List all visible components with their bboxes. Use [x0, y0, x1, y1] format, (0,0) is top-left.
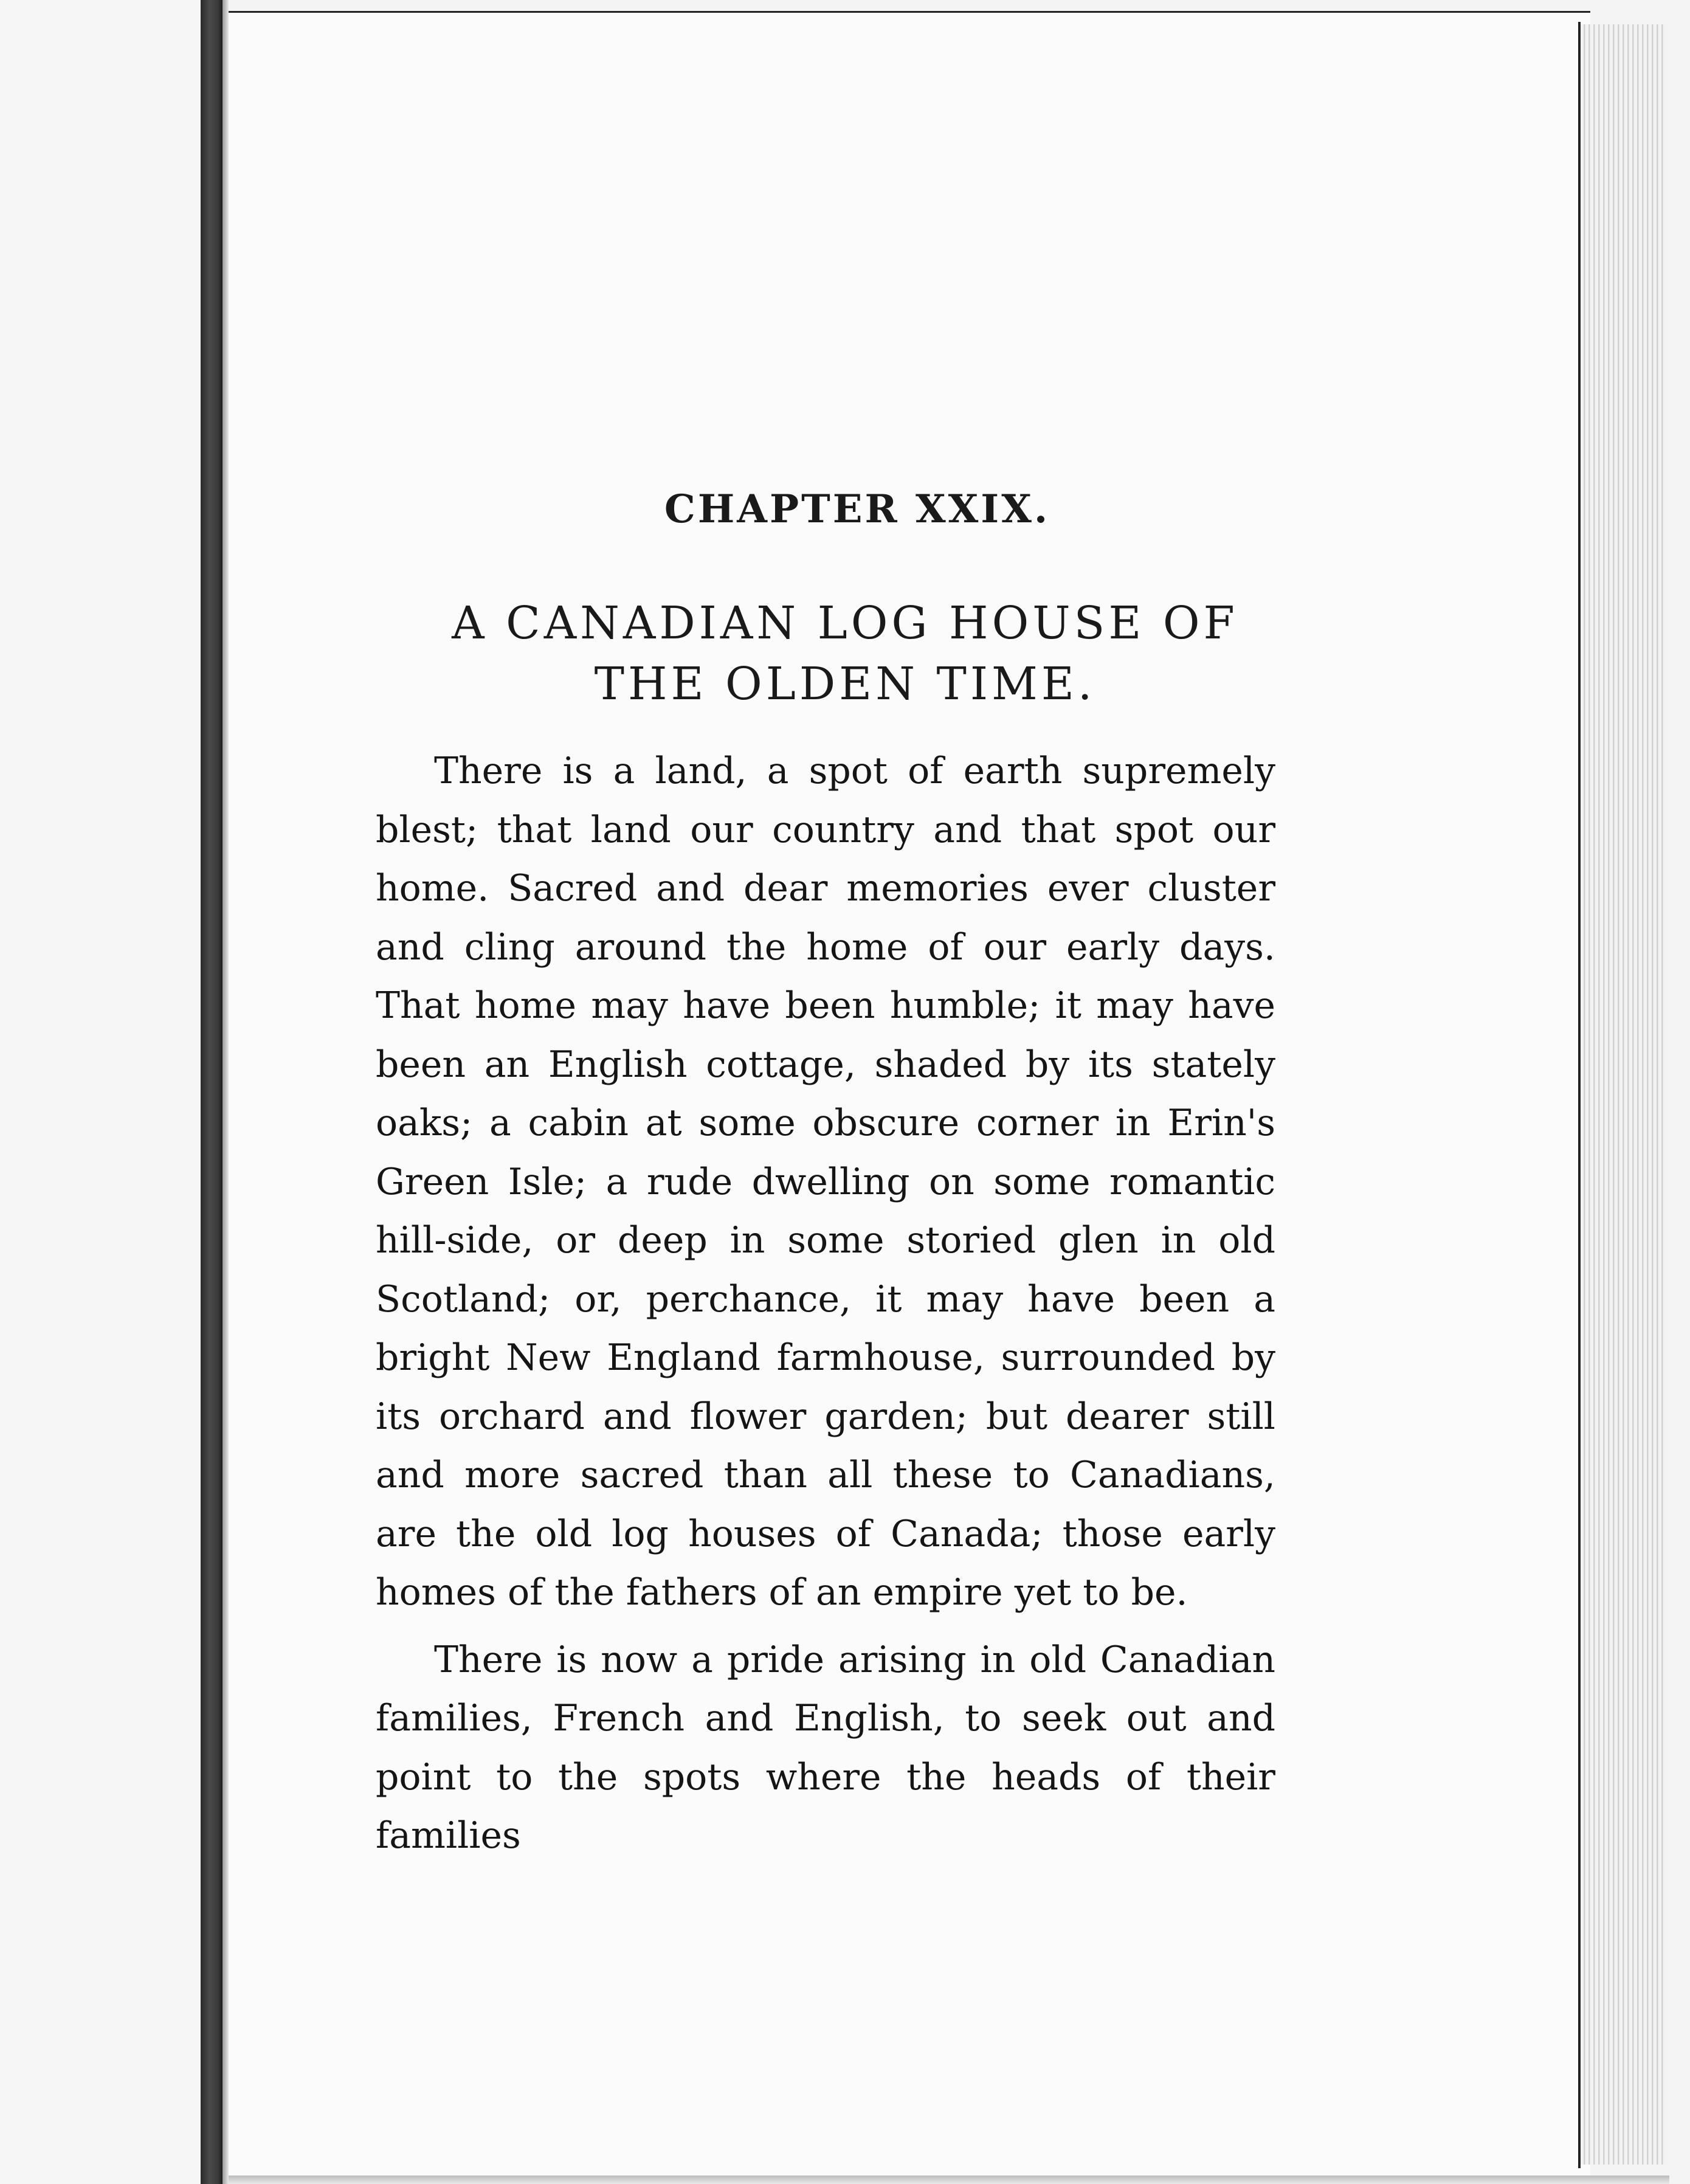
page-edges-stack — [1581, 24, 1666, 2165]
spine-edge — [222, 0, 229, 2184]
chapter-body — [376, 742, 1275, 1865]
chapter-number: CHAPTER XXIX. — [664, 486, 1050, 532]
book-spine-shadow — [201, 0, 222, 2184]
paragraph-1: There is a land, a spot of earth supremely blest; that land our country and that spot our home. Sacred and dear memories ever cluster and cling around the home of our early days. That home may have been humble; it may have been an English cottage, shaded by its stately oaks; a cabin at some obscure corner in Erin's Green Isle; a rude dwelling on some romantic hill-side, or deep in some storied glen in old Scotland; or, perchance, it may have been a bright New England farmhouse, surrounded by its orchard and flower garden; but dearer still and more sacred than all these to Canadians, are the old log houses of Canada; those early homes of the fathers of an empire yet to be. — [376, 750, 1275, 1614]
chapter-title: A CANADIAN LOG HOUSE OF THE OLDEN TIME. — [452, 597, 1238, 710]
page-bottom-edge — [229, 2175, 1669, 2184]
facing-page-left — [0, 0, 201, 2184]
paragraph-2: There is now a pride arising in old Canadian families, French and English, to seek out and point to the spots where the heads of their families — [376, 1638, 1275, 1857]
